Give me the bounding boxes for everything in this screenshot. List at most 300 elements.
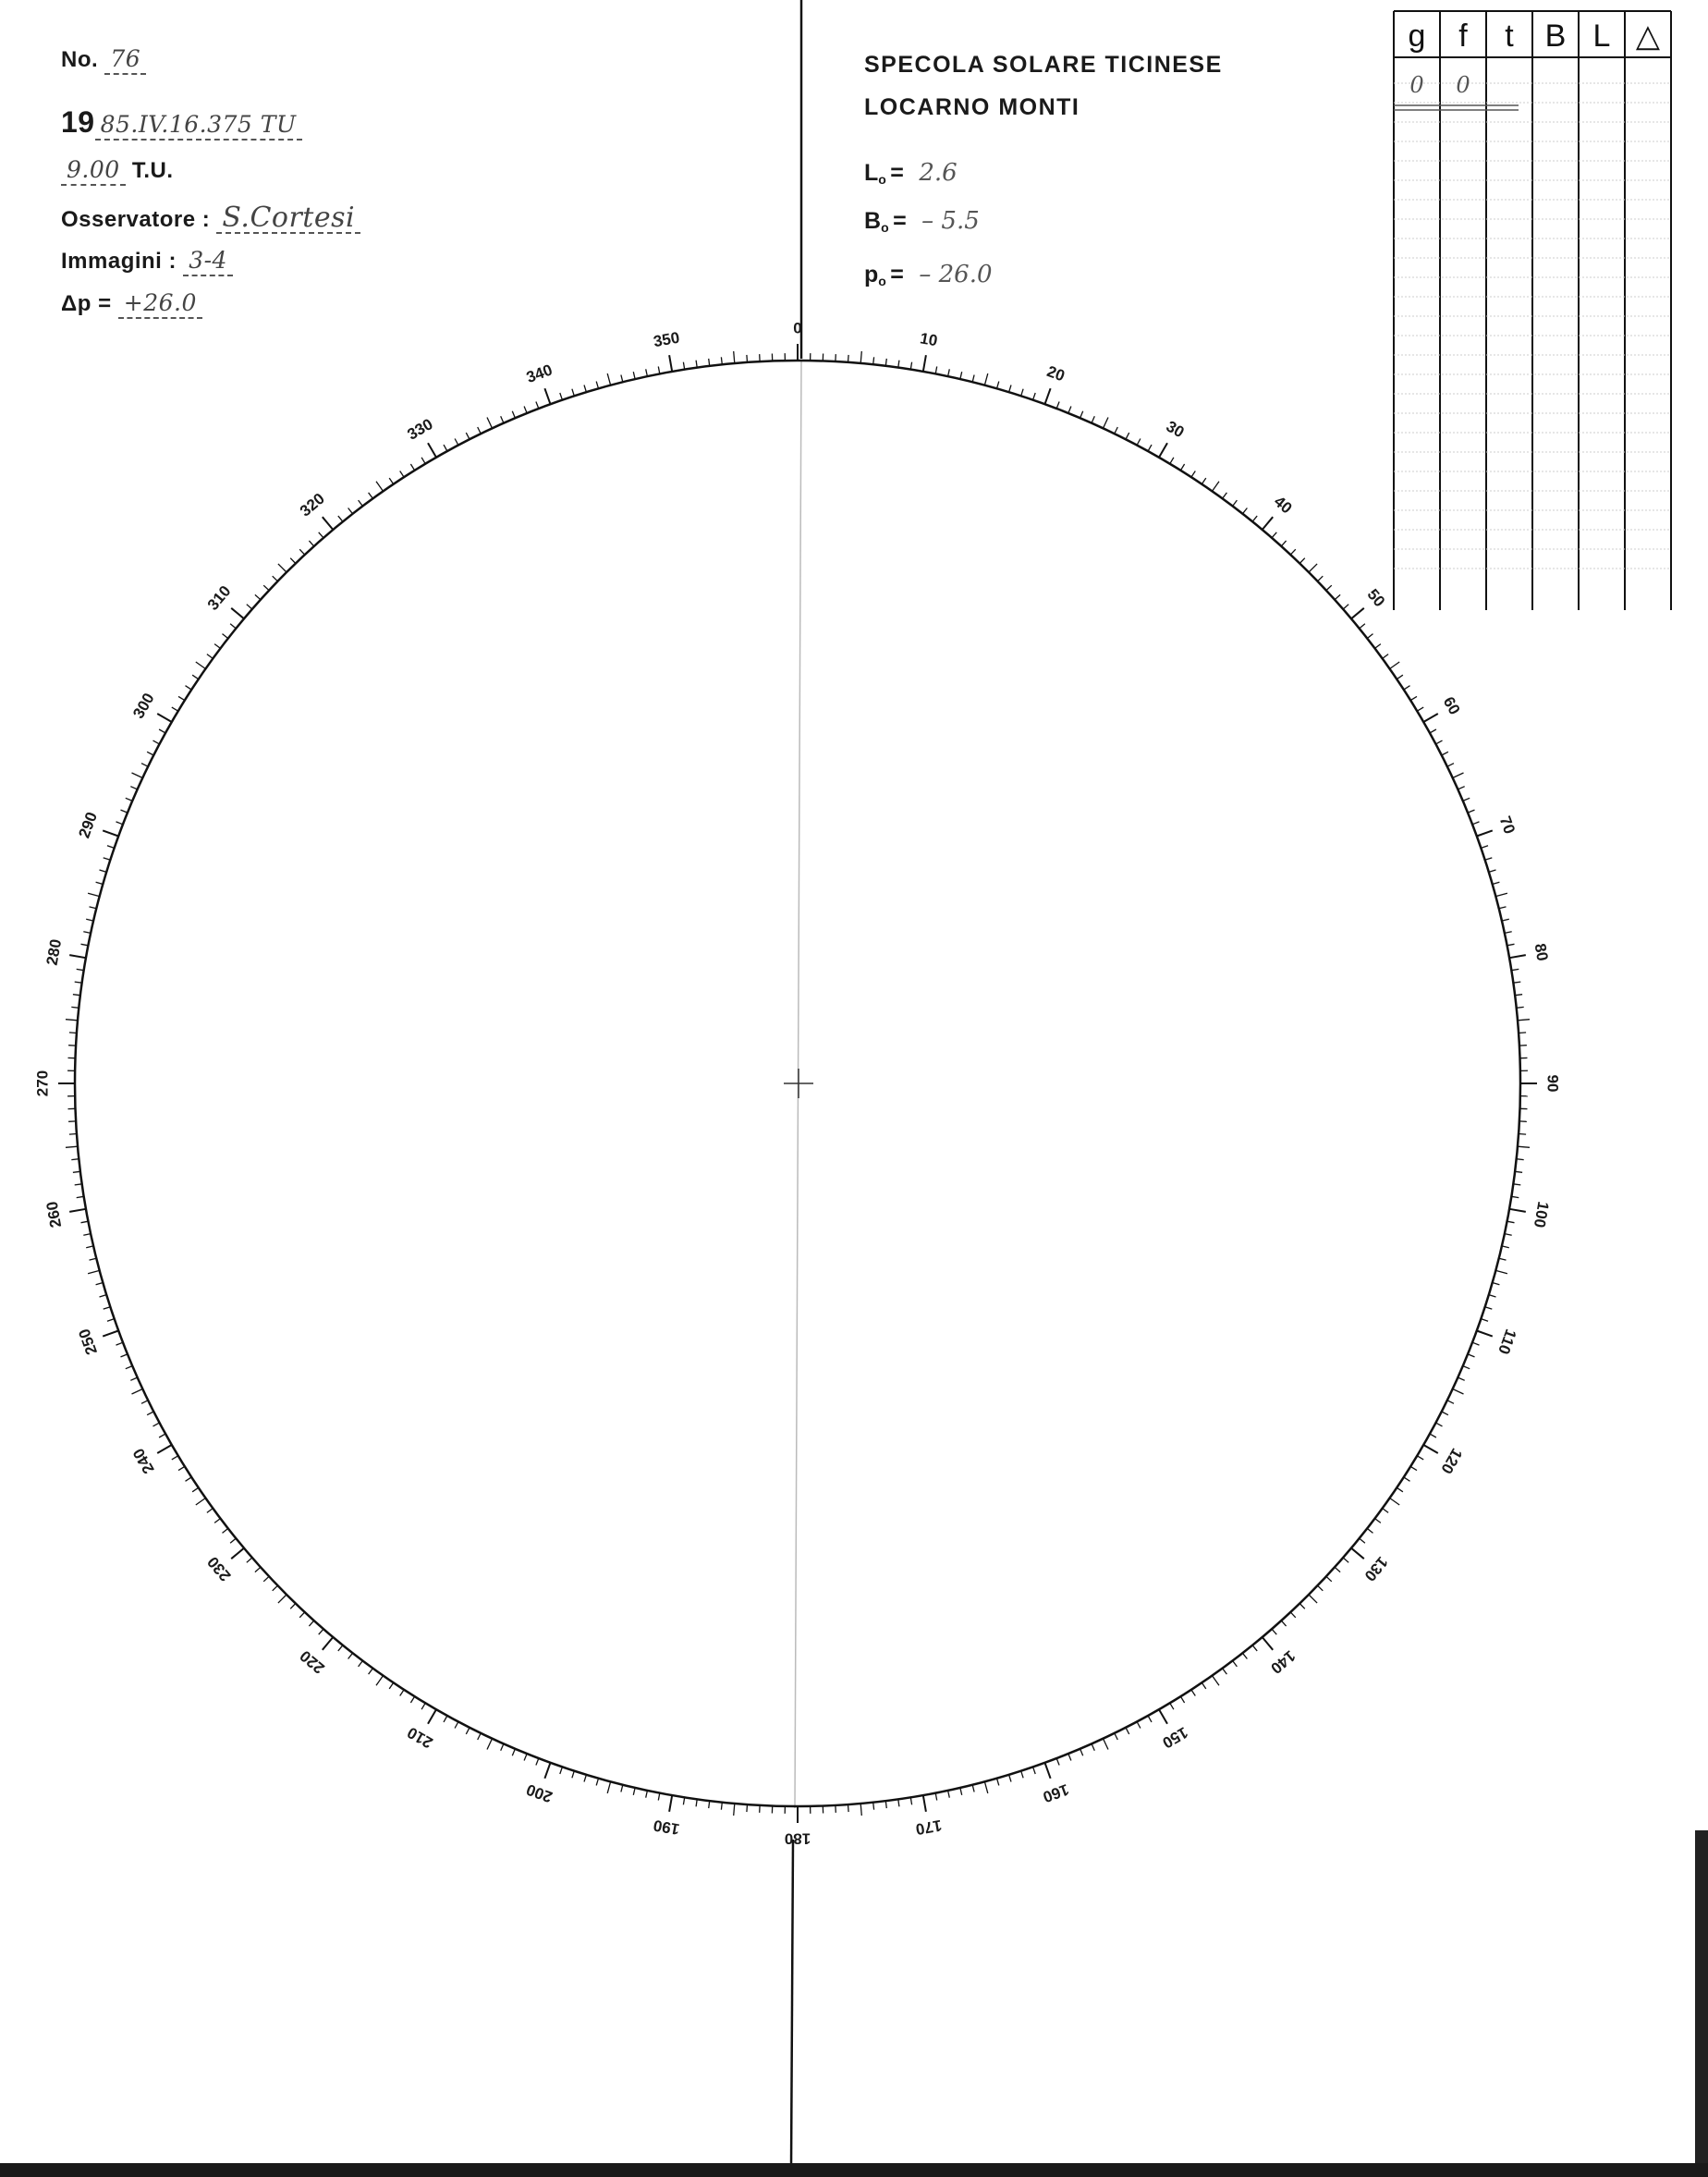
degree-tick	[86, 919, 93, 921]
degree-tick	[1397, 1487, 1403, 1492]
degree-tick	[1233, 500, 1238, 506]
degree-tick	[1299, 558, 1305, 564]
degree-tick	[948, 369, 950, 376]
degree-tick	[1481, 846, 1488, 849]
degree-tick	[309, 1621, 313, 1626]
degree-tick	[997, 1779, 999, 1786]
degree-tick	[633, 372, 635, 379]
degree-tick	[584, 385, 586, 393]
degree-tick	[69, 1134, 77, 1135]
table-cell: 0	[1409, 72, 1424, 98]
degree-tick	[466, 433, 470, 439]
degree-tick	[1104, 418, 1109, 429]
degree-label-330: 330	[404, 415, 436, 444]
degree-tick	[1202, 478, 1206, 484]
table-header-cell: B	[1544, 18, 1567, 54]
degree-tick	[263, 1576, 269, 1582]
degree-tick	[1417, 707, 1423, 711]
degree-tick	[1493, 882, 1500, 884]
degree-tick	[132, 1389, 143, 1395]
degree-tick	[734, 351, 735, 363]
degree-tick	[1442, 1412, 1448, 1415]
degree-tick	[1281, 541, 1286, 546]
degree-tick	[231, 1548, 244, 1559]
degree-tick	[596, 1779, 598, 1786]
degree-tick	[126, 1366, 132, 1369]
degree-tick	[1351, 608, 1364, 619]
degree-tick	[1423, 1445, 1438, 1453]
degree-label-20: 20	[1044, 362, 1068, 385]
degree-tick	[1233, 1661, 1238, 1667]
degree-tick	[1126, 433, 1129, 439]
degree-tick	[848, 355, 849, 362]
degree-tick	[309, 541, 313, 546]
degree-tick	[1436, 1423, 1443, 1426]
time-value: 9.00	[61, 157, 126, 186]
degree-tick	[75, 1184, 82, 1185]
degree-tick	[1463, 798, 1470, 801]
degree-label-130: 130	[1360, 1553, 1392, 1585]
degree-tick	[1417, 1456, 1423, 1460]
degree-label-340: 340	[523, 361, 555, 387]
degree-label-230: 230	[203, 1553, 235, 1585]
degree-tick	[1375, 644, 1381, 649]
degree-tick	[1033, 1767, 1036, 1774]
degree-tick	[1056, 402, 1059, 409]
degree-tick	[1223, 1669, 1227, 1674]
degree-tick	[1115, 427, 1118, 434]
degree-label-300: 300	[129, 690, 158, 722]
degree-tick	[1515, 1171, 1522, 1172]
degree-tick	[247, 1558, 252, 1562]
degree-tick	[1468, 810, 1474, 813]
scan-right-edge	[1695, 1830, 1708, 2163]
degree-tick	[278, 1595, 287, 1603]
degree-tick	[1213, 1676, 1220, 1686]
degree-tick	[455, 439, 458, 446]
observatory-title-line1: SPECOLA SOLARE TICINESE	[864, 52, 1223, 78]
degree-tick	[86, 1246, 93, 1248]
degree-label-320: 320	[296, 489, 328, 520]
degree-tick	[75, 982, 82, 983]
degree-tick	[607, 1781, 610, 1793]
degree-label-290: 290	[75, 809, 102, 841]
degree-tick	[721, 1803, 722, 1810]
degree-tick	[104, 1307, 111, 1309]
degree-tick	[273, 576, 278, 581]
degree-tick	[512, 1749, 515, 1755]
degree-tick	[147, 1412, 153, 1415]
degree-label-120: 120	[1437, 1445, 1466, 1477]
degree-tick	[421, 458, 425, 464]
degree-tick	[1343, 1558, 1348, 1562]
degree-tick	[214, 1519, 220, 1523]
degree-tick	[1493, 1283, 1500, 1285]
degree-tick	[524, 407, 527, 413]
degree-tick	[369, 1669, 373, 1674]
degree-tick	[1045, 388, 1051, 404]
param-B0-value: – 5.5	[921, 207, 980, 235]
degree-label-140: 140	[1267, 1646, 1299, 1678]
degree-tick	[997, 382, 999, 389]
degree-tick	[359, 500, 363, 506]
degree-tick	[487, 1739, 493, 1750]
degree-label-220: 220	[296, 1646, 328, 1678]
degree-tick	[621, 1785, 623, 1792]
degree-tick	[96, 882, 104, 884]
degree-tick	[1477, 1331, 1493, 1337]
degree-tick	[696, 361, 697, 368]
param-p0-label: p	[864, 262, 879, 287]
degree-tick	[683, 1797, 684, 1804]
degree-tick	[873, 357, 874, 364]
degree-tick	[1513, 982, 1520, 983]
degree-tick	[400, 1690, 404, 1696]
degree-tick	[572, 1771, 574, 1779]
degree-tick	[536, 402, 539, 409]
degree-tick	[299, 1612, 305, 1618]
param-B0-label: B	[864, 208, 882, 234]
degree-tick	[130, 1377, 137, 1380]
degree-label-10: 10	[918, 329, 939, 350]
degree-label-190: 190	[652, 1816, 681, 1839]
degree-tick	[141, 764, 148, 767]
degree-tick	[1517, 1159, 1524, 1160]
degree-label-240: 240	[129, 1445, 158, 1477]
degree-tick	[159, 729, 165, 733]
degree-tick	[1309, 564, 1317, 572]
table-header-cell: f	[1458, 18, 1468, 54]
degree-tick	[319, 1629, 323, 1634]
degree-tick	[1272, 1629, 1276, 1634]
degree-tick	[231, 608, 244, 619]
degree-tick	[1511, 969, 1519, 970]
degree-tick	[1360, 624, 1365, 629]
degree-tick	[1383, 1509, 1388, 1513]
degree-label-110: 110	[1494, 1327, 1520, 1357]
degree-tick	[1335, 1567, 1340, 1572]
degree-tick	[196, 1498, 206, 1506]
degree-tick	[273, 1585, 278, 1591]
observer-label: Osservatore :	[61, 207, 211, 232]
degree-tick	[860, 351, 861, 363]
degree-tick	[71, 1159, 79, 1160]
degree-tick	[255, 1567, 261, 1572]
degree-tick	[709, 1801, 710, 1808]
degree-label-90: 90	[1543, 1074, 1562, 1093]
degree-tick	[646, 1791, 648, 1798]
degree-tick	[1092, 1743, 1094, 1750]
degree-tick	[1159, 443, 1167, 458]
degree-tick	[669, 355, 672, 372]
degree-tick	[207, 654, 213, 659]
degree-tick	[1180, 1696, 1184, 1703]
degree-tick	[81, 944, 89, 946]
degree-tick	[1489, 1295, 1496, 1297]
degree-tick	[984, 373, 987, 385]
degree-tick	[130, 787, 137, 789]
degree-tick	[1481, 1319, 1488, 1322]
degree-tick	[90, 1258, 97, 1260]
degree-tick	[1436, 740, 1443, 744]
degree-tick	[1458, 1377, 1464, 1380]
degree-tick	[1009, 1775, 1011, 1782]
degree-tick	[1472, 1342, 1479, 1345]
degree-tick	[96, 1283, 104, 1285]
param-p0-sub: o	[878, 274, 886, 288]
degree-tick	[290, 558, 296, 564]
degree-tick	[1511, 1196, 1519, 1197]
degree-tick	[1423, 714, 1438, 722]
degree-tick	[747, 355, 748, 362]
degree-tick	[960, 1788, 962, 1795]
degree-tick	[1068, 407, 1071, 413]
degree-tick	[410, 1696, 414, 1703]
degree-tick	[73, 1171, 80, 1172]
degree-tick	[1021, 389, 1023, 397]
degree-tick	[230, 624, 236, 629]
degree-tick	[1375, 1519, 1381, 1523]
degree-tick	[1148, 1716, 1152, 1722]
degree-tick	[247, 605, 252, 609]
degree-tick	[255, 594, 261, 599]
degree-tick	[972, 375, 974, 383]
degree-tick	[338, 516, 343, 521]
degree-tick	[1495, 1270, 1507, 1273]
scan-bottom-edge	[0, 2163, 1708, 2177]
degree-tick	[848, 1804, 849, 1812]
degree-tick	[1468, 1354, 1474, 1357]
degree-tick	[1509, 955, 1526, 958]
degree-tick	[107, 1319, 115, 1322]
degree-tick	[1335, 594, 1340, 599]
degree-tick	[278, 564, 287, 572]
degree-tick	[1383, 654, 1388, 659]
param-B0-sub: o	[881, 220, 889, 235]
degree-tick	[323, 517, 334, 530]
table-header-cell: △	[1635, 18, 1661, 54]
degree-tick	[721, 357, 722, 364]
degree-tick	[348, 1653, 353, 1658]
degree-tick	[1137, 439, 1141, 446]
degree-tick	[1242, 1653, 1247, 1658]
param-p0-eq: =	[890, 262, 904, 287]
degree-tick	[147, 752, 153, 755]
degree-tick	[1159, 1709, 1167, 1724]
degree-tick	[153, 1423, 160, 1426]
degree-tick	[1517, 1007, 1524, 1008]
degree-tick	[1126, 1728, 1129, 1734]
degree-tick	[584, 1775, 586, 1782]
degree-tick	[1397, 675, 1403, 679]
degree-tick	[923, 355, 926, 372]
degree-tick	[319, 532, 323, 538]
degree-tick	[1080, 411, 1083, 418]
degree-tick	[1281, 1621, 1286, 1626]
param-p0-value: – 26.0	[919, 261, 993, 288]
table-cell: 0	[1456, 72, 1470, 98]
degree-tick	[1485, 1307, 1493, 1309]
degree-tick	[66, 1020, 78, 1021]
degree-tick	[1430, 1434, 1436, 1437]
degree-tick	[596, 382, 598, 389]
degree-tick	[478, 427, 482, 434]
degree-tick	[400, 471, 404, 478]
degree-tick	[1410, 696, 1417, 700]
degree-tick	[646, 369, 648, 376]
degree-tick	[1505, 932, 1512, 934]
degree-tick	[1410, 1466, 1417, 1470]
degree-tick	[734, 1804, 735, 1816]
degree-tick	[1513, 1184, 1520, 1185]
degree-tick	[658, 367, 660, 374]
degree-label-180: 180	[784, 1829, 811, 1848]
degree-tick	[935, 367, 937, 374]
degree-tick	[1404, 686, 1410, 690]
degree-tick	[747, 1804, 748, 1812]
degree-tick	[389, 1682, 394, 1689]
degree-tick	[1021, 1771, 1023, 1779]
degree-tick	[1453, 773, 1464, 778]
degree-tick	[696, 1799, 697, 1806]
degree-label-30: 30	[1163, 417, 1188, 442]
degree-tick	[132, 773, 143, 778]
degree-tick	[192, 675, 199, 679]
degree-tick	[83, 1234, 91, 1236]
degree-tick	[83, 932, 91, 934]
degree-tick	[116, 822, 123, 825]
degree-tick	[512, 411, 515, 418]
degree-tick	[1472, 822, 1479, 825]
degree-tick	[1318, 576, 1324, 581]
degree-tick	[66, 1146, 78, 1147]
table-header-cell: t	[1505, 18, 1514, 54]
param-L0-value: 2.6	[919, 159, 958, 187]
delta-p-label: Δp =	[61, 291, 112, 316]
degree-label-40: 40	[1270, 492, 1296, 518]
degree-tick	[1170, 458, 1174, 464]
degree-tick	[501, 416, 504, 422]
degree-tick	[1507, 944, 1515, 946]
degree-tick	[560, 393, 563, 400]
param-L0-sub: o	[878, 172, 886, 187]
param-L0-label: L	[864, 160, 879, 186]
degree-tick	[1518, 1146, 1530, 1147]
degree-tick	[207, 1509, 213, 1513]
degree-tick	[1367, 634, 1372, 639]
degree-tick	[1485, 858, 1493, 860]
degree-tick	[923, 1795, 926, 1812]
degree-tick	[1290, 1612, 1296, 1618]
degree-tick	[338, 1645, 343, 1651]
degree-tick	[1252, 1645, 1257, 1651]
degree-tick	[984, 1781, 987, 1793]
degree-tick	[972, 1785, 974, 1792]
degree-tick	[104, 858, 111, 860]
degree-tick	[1518, 1020, 1530, 1021]
degree-tick	[1326, 585, 1332, 591]
degree-tick	[71, 1007, 79, 1008]
degree-tick	[88, 1270, 100, 1273]
degree-tick	[178, 696, 185, 700]
degree-label-350: 350	[652, 328, 681, 351]
degree-tick	[90, 907, 97, 909]
degree-tick	[421, 1703, 425, 1709]
degree-tick	[1056, 1758, 1059, 1765]
table-header-cell: g	[1408, 18, 1426, 54]
date-value: 85.IV.16.375 TU	[95, 112, 302, 141]
degree-tick	[172, 1456, 178, 1460]
degree-tick	[121, 810, 128, 813]
degree-tick	[1404, 1477, 1410, 1481]
degree-tick	[1272, 532, 1276, 538]
degree-tick	[230, 1538, 236, 1543]
degree-tick	[1351, 1548, 1364, 1559]
degree-label-250: 250	[75, 1326, 102, 1358]
degree-tick	[1299, 1604, 1305, 1609]
degree-tick	[1104, 1739, 1109, 1750]
degree-tick	[1507, 1221, 1515, 1223]
degree-label-280: 280	[43, 937, 66, 967]
degree-tick	[103, 1331, 118, 1337]
degree-tick	[1489, 870, 1496, 872]
degree-tick	[1519, 1134, 1526, 1135]
number-value: 76	[104, 46, 146, 75]
degree-tick	[536, 1758, 539, 1765]
degree-tick	[478, 1733, 482, 1740]
degree-label-200: 200	[523, 1780, 555, 1806]
degree-tick	[1170, 1703, 1174, 1709]
degree-tick	[121, 1354, 128, 1357]
degree-tick	[658, 1793, 660, 1801]
table-header-cell: L	[1592, 18, 1611, 54]
degree-tick	[1033, 393, 1036, 400]
degree-tick	[1309, 1595, 1317, 1603]
degree-label-210: 210	[404, 1723, 436, 1752]
degree-tick	[1477, 830, 1493, 836]
degree-tick	[359, 1661, 363, 1667]
degree-label-260: 260	[43, 1200, 66, 1229]
degree-tick	[935, 1793, 937, 1801]
degree-label-160: 160	[1040, 1780, 1072, 1806]
degree-tick	[1463, 1366, 1470, 1369]
degree-tick	[607, 373, 610, 385]
degree-tick	[100, 870, 107, 872]
degree-tick	[1290, 549, 1296, 555]
degree-tick	[1326, 1576, 1332, 1582]
degree-tick	[669, 1795, 672, 1812]
degree-tick	[444, 445, 447, 451]
observer-value: S.Cortesi	[216, 205, 360, 234]
degree-tick	[1502, 919, 1509, 921]
degree-tick	[1068, 1754, 1071, 1760]
degree-tick	[1515, 995, 1522, 996]
year-prefix: 19	[61, 105, 95, 139]
degree-tick	[214, 644, 220, 649]
degree-tick	[1148, 445, 1152, 451]
degree-tick	[1430, 729, 1436, 733]
degree-tick	[960, 372, 962, 379]
degree-tick	[186, 686, 192, 690]
degree-tick	[1499, 907, 1507, 909]
degree-tick	[544, 388, 550, 404]
degree-tick	[157, 714, 172, 722]
degree-tick	[323, 1637, 334, 1650]
degree-tick	[1343, 605, 1348, 609]
degree-tick	[898, 361, 899, 368]
degree-tick	[1263, 517, 1274, 530]
degree-tick	[455, 1722, 458, 1729]
